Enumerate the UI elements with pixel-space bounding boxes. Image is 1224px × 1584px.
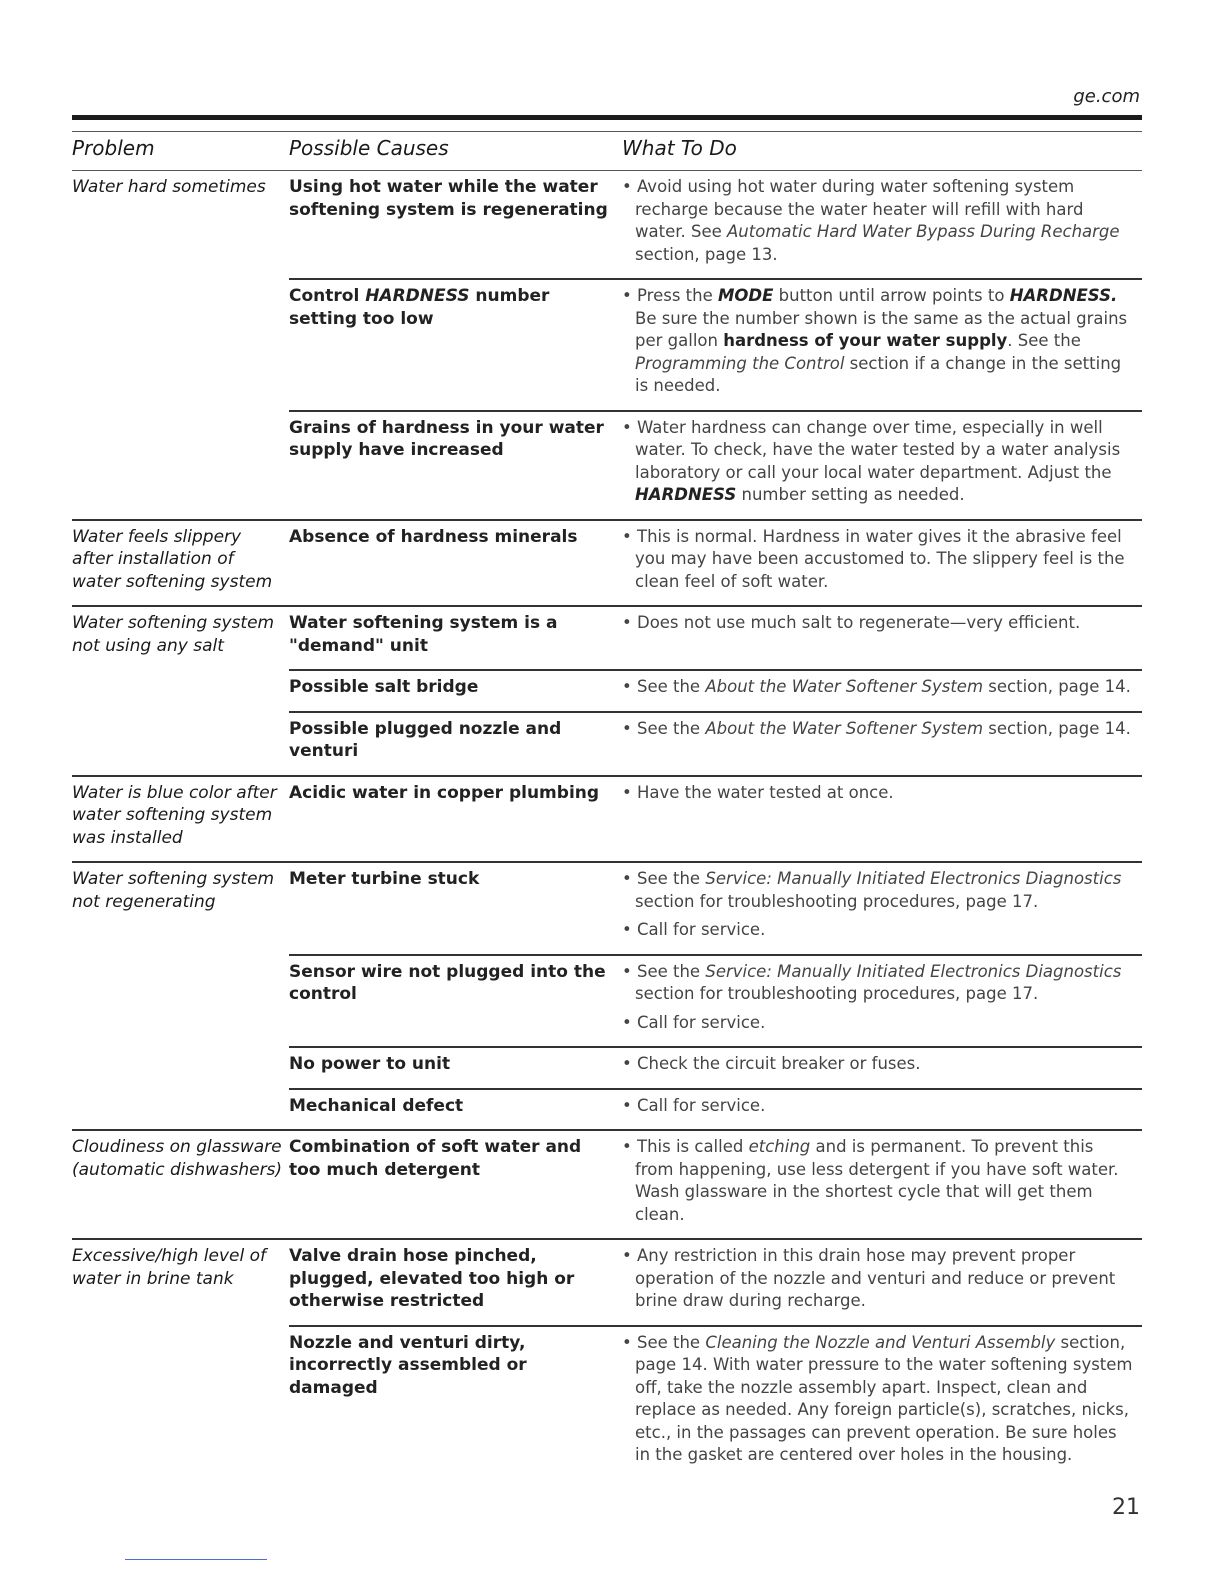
footer-link-line [125, 1559, 267, 1560]
todo-cell: • See the About the Water Softener System section, page 14. [622, 670, 1142, 712]
cause-cell: Control HARDNESS number setting too low [289, 279, 622, 411]
cause-cell: Mechanical defect [289, 1089, 622, 1131]
problem-cell: Water softening system not regenerating [72, 862, 289, 1130]
todo-cell: • Check the circuit breaker or fuses. [622, 1047, 1142, 1089]
todo-cell: • This is called etching and is permanent. To prevent this from happening, use less detergent if you have soft water. Wash glassware in the shortest cycle that will get them clean. [622, 1130, 1142, 1239]
table-row [72, 1239, 1142, 1326]
cause-cell: Grains of hardness in your water supply have increased [289, 411, 622, 520]
cause-cell: Possible plugged nozzle and venturi [289, 712, 622, 776]
page-number: 21 [1112, 1495, 1140, 1520]
todo-cell: • See the Service: Manually Initiated Electronics Diagnostics section for troubleshooting procedures, page 17. • Call for service. [622, 955, 1142, 1048]
table-row [72, 1130, 1142, 1239]
header-thin-rule [72, 131, 1142, 132]
problem-cell: Water hard sometimes [72, 177, 266, 197]
header-todo: What To Do [622, 136, 1142, 171]
cause-cell: Using hot water while the water softening system is regenerating [289, 177, 608, 220]
problem-cell: Cloudiness on glassware (automatic dishwashers) [72, 1130, 289, 1239]
table-row [72, 862, 1142, 955]
problem-cell: Water softening system not using any salt [72, 606, 289, 776]
header-rule [72, 115, 1142, 120]
cause-cell: Meter turbine stuck [289, 862, 622, 955]
cause-cell: Nozzle and venturi dirty, incorrectly assembled or damaged [289, 1326, 622, 1479]
header-problem: Problem [72, 136, 289, 171]
table-row [72, 520, 1142, 607]
todo-cell: • Water hardness can change over time, especially in well water. To check, have the water tested by a water analysis laboratory or call your local water department. Adjust the HARDNESS number setting as needed. [622, 411, 1142, 520]
header-causes: Possible Causes [289, 136, 622, 171]
todo-cell: • Press the MODE button until arrow points to HARDNESS. Be sure the number shown is the same as the actual grains per gallon hardness of your water supply. See the Programming the Control section if a change in the setting is needed. [622, 279, 1142, 411]
cause-cell: Water softening system is a "demand" unit [289, 606, 622, 670]
table-row [72, 171, 1142, 280]
todo-cell: • Does not use much salt to regenerate—very efficient. [622, 606, 1142, 670]
site-url: ge.com [1073, 86, 1140, 107]
cause-cell: Possible salt bridge [289, 670, 622, 712]
todo-cell: • See the About the Water Softener System section, page 14. [622, 712, 1142, 776]
table-row [72, 606, 1142, 670]
table-row [72, 776, 1142, 863]
cause-cell: No power to unit [289, 1047, 622, 1089]
cause-cell: Acidic water in copper plumbing [289, 776, 622, 863]
problem-cell: Water is blue color after water softening system was installed [72, 776, 289, 863]
table-header [72, 136, 1142, 171]
cause-cell: Sensor wire not plugged into the control [289, 955, 622, 1048]
cause-cell: Valve drain hose pinched, plugged, elevated too high or otherwise restricted [289, 1239, 622, 1326]
todo-cell: • See the Cleaning the Nozzle and Venturi Assembly section, page 14. With water pressure to the water softening system off, take the nozzle assembly apart. Inspect, clean and replace as needed. Any foreign particle(s), scratches, nicks, etc., in the passages can prevent operation. Be sure holes in the gasket are centered over holes in the housing. [622, 1326, 1142, 1479]
todo-cell: • Any restriction in this drain hose may prevent proper operation of the nozzle and venturi and reduce or prevent brine draw during recharge. [622, 1239, 1142, 1326]
todo-cell: • Avoid using hot water during water softening system recharge because the water heater will refill with hard water. See Automatic Hard Water Bypass During Recharge section, page 13. [622, 177, 1120, 264]
problem-cell: Water feels slippery after installation of water softening system [72, 520, 289, 607]
cause-cell: Combination of soft water and too much detergent [289, 1130, 622, 1239]
troubleshooting-table [72, 136, 1142, 1479]
cause-cell: Absence of hardness minerals [289, 520, 622, 607]
todo-cell: • Have the water tested at once. [622, 776, 1142, 863]
problem-cell: Excessive/high level of water in brine tank [72, 1239, 289, 1479]
todo-cell: • See the Service: Manually Initiated Electronics Diagnostics section for troubleshooting procedures, page 17. • Call for service. [622, 862, 1142, 955]
todo-cell: • This is normal. Hardness in water gives it the abrasive feel you may have been accustomed to. The slippery feel is the clean feel of soft water. [622, 520, 1142, 607]
todo-cell: • Call for service. [622, 1089, 1142, 1131]
